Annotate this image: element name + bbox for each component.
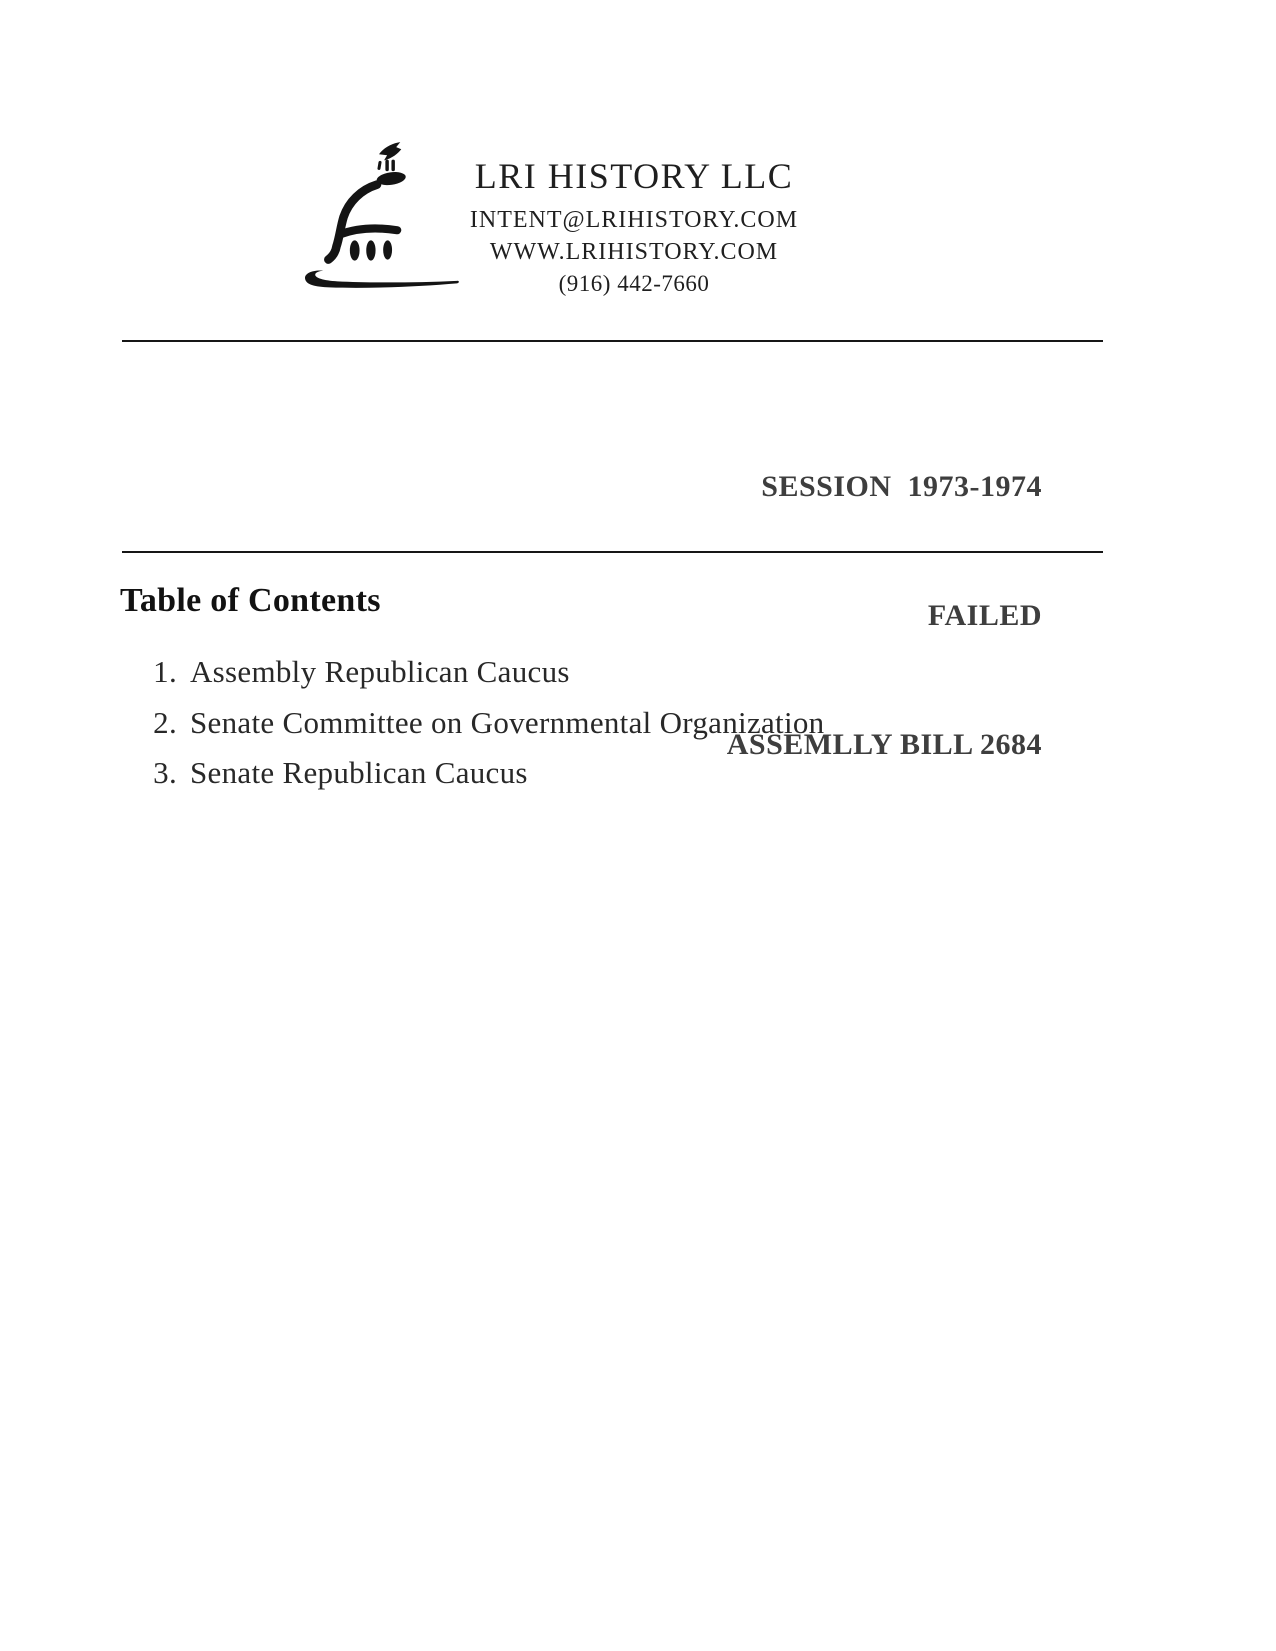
toc-item-number: 1. bbox=[153, 654, 177, 689]
toc-item-number: 3. bbox=[153, 755, 177, 790]
letterhead-contact bbox=[334, 204, 934, 300]
toc-heading: Table of Contents bbox=[120, 582, 381, 619]
company-website: WWW.LRIHISTORY.COM bbox=[489, 239, 779, 265]
toc-item bbox=[140, 754, 528, 791]
toc-item-label: Assembly Republican Caucus bbox=[190, 654, 570, 689]
bill-number: ASSEMLLY BILL 2684 bbox=[726, 728, 1042, 761]
toc-item-label: Senate Committee on Governmental Organization bbox=[190, 705, 825, 740]
toc-item-label: Senate Republican Caucus bbox=[190, 755, 528, 790]
session-block bbox=[727, 379, 1042, 852]
session-years: SESSION 1973-1974 bbox=[761, 470, 1042, 503]
company-phone: (916) 442-7660 bbox=[558, 271, 710, 296]
toc-item-number: 2. bbox=[153, 705, 177, 740]
toc-item bbox=[140, 704, 824, 741]
company-name: LRI HISTORY LLC bbox=[474, 156, 794, 196]
horizontal-rule-top bbox=[122, 340, 1103, 342]
bill-status: FAILED bbox=[927, 599, 1042, 632]
toc-item bbox=[140, 653, 570, 690]
company-email: INTENT@LRIHISTORY.COM bbox=[469, 207, 799, 233]
